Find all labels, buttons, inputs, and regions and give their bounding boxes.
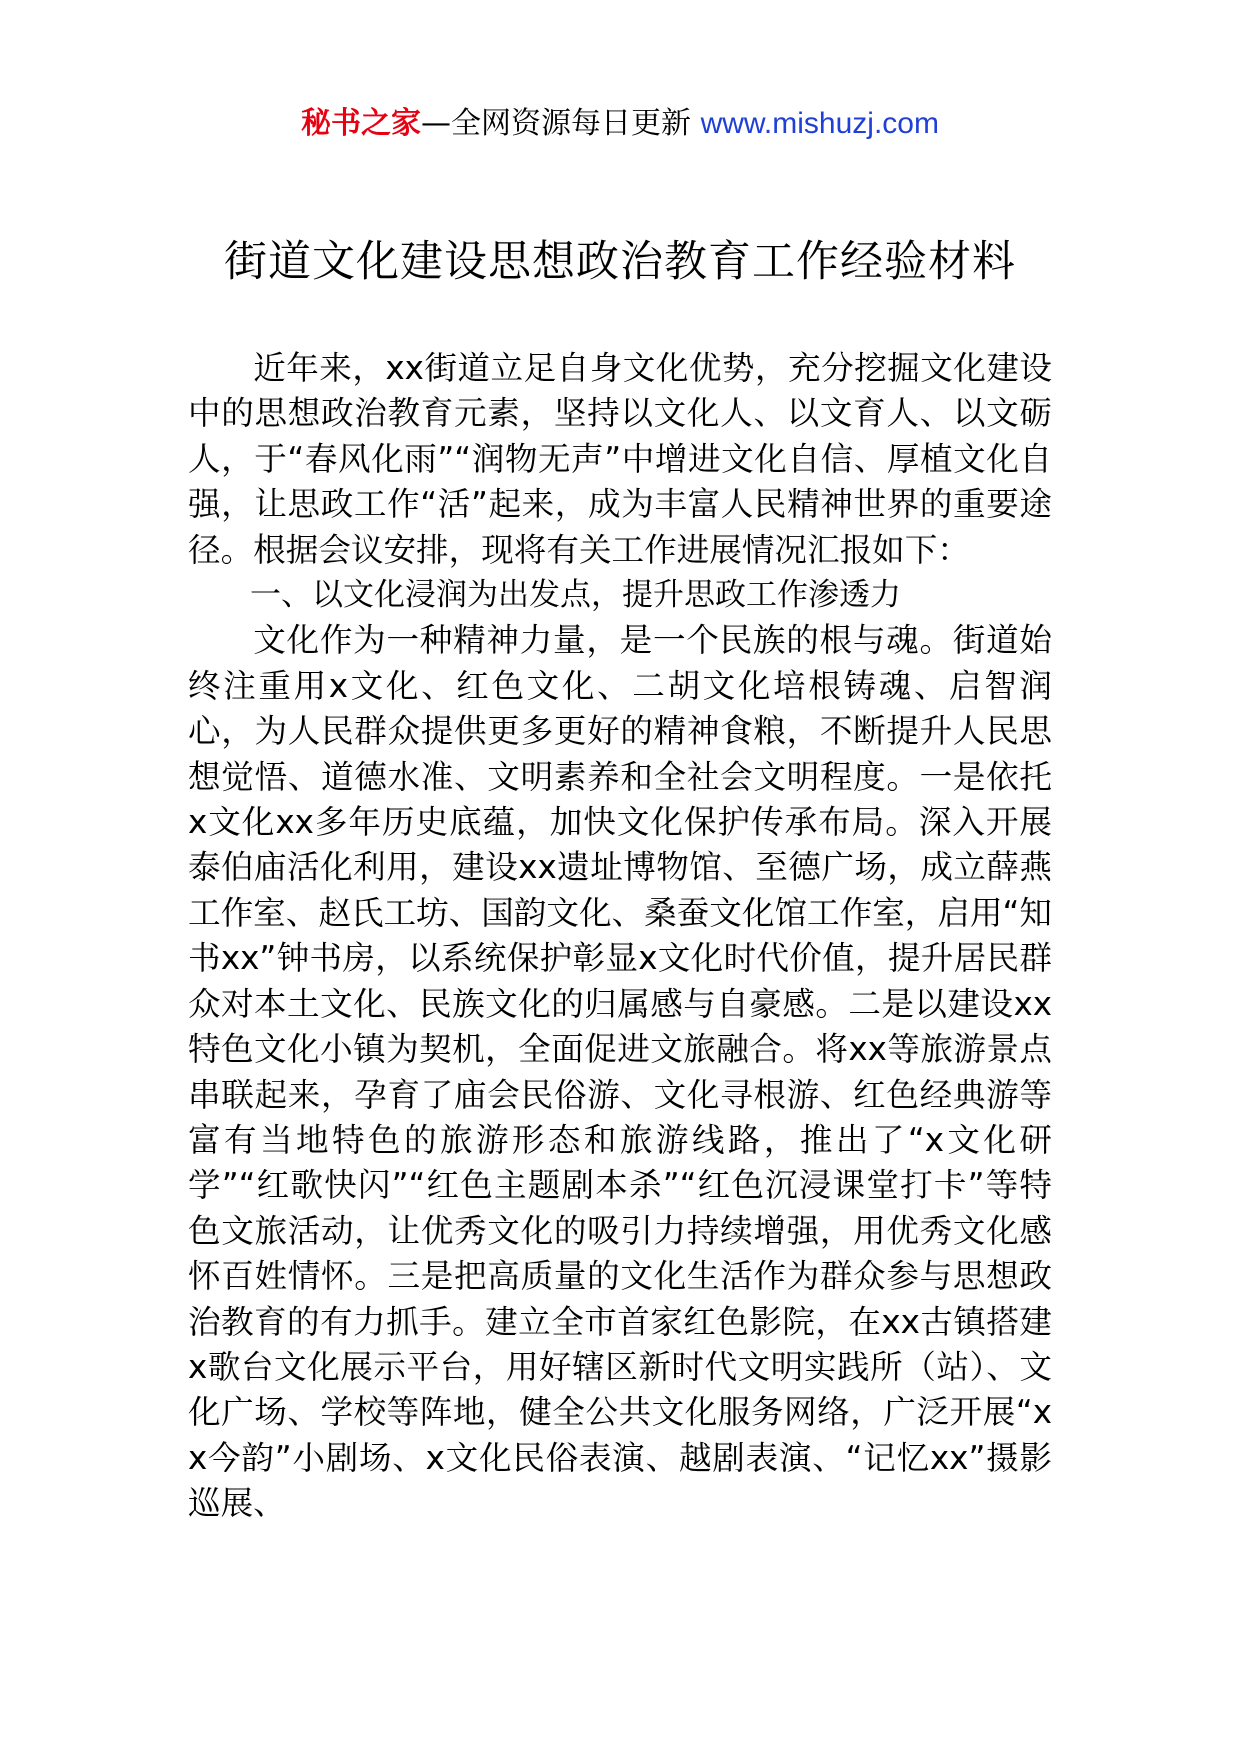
brand-name: 秘书之家 [301, 106, 422, 141]
document-title: 街道文化建设思想政治教育工作经验材料 [224, 237, 1016, 287]
site-link[interactable]: www.mishuzj.com [700, 107, 939, 140]
document-body [188, 346, 1052, 1527]
section-paragraph: 文化作为一种精神力量，是一个民族的根与魂。街道始终注重用x文化、红色文化、二胡文化培根铸魂、启智润心，为人民群众提供更多更好的精神食粮，不断提升人民思想觉悟、道德水准、文明素养和全社会文明程度。一是依托x文化xx多年历史底蕴，加快文化保护传承布局。深入开展泰伯庙活化利用，建设xx遗址博物馆、至德广场，成立薛燕工作室、赵氏工坊、国韵文化、桑蚕文化馆工作室，启用“知书xx”钟书房，以系统保护彰显x文化时代价值，提升居民群众对本土文化、民族文化的归属感与自豪感。二是以建设xx特色文化小镇为契机，全面促进文旅融合。将xx等旅游景点串联起来，孕育了庙会民俗游、文化寻根游、红色经典游等富有当地特色的旅游形态和旅游线路，推出了“x文化研学”“红歌快闪”“红色主题剧本杀”“红色沉浸课堂打卡”等特色文旅活动，让优秀文化的吸引力持续增强，用优秀文化感怀百姓情怀。三是把高质量的文化生活作为群众参与思想政治教育的有力抓手。建立全市首家红色影院，在xx古镇搭建x歌台文化展示平台，用好辖区新时代文明实践所（站）、文化广场、学校等阵地，健全公共文化服务网络，广泛开展“xx今韵”小剧场、x文化民俗表演、越剧表演、“记忆xx”摄影巡展、 [188, 621, 1052, 1523]
header-tagline: —全网资源每日更新 [421, 106, 692, 141]
intro-paragraph: 近年来，xx街道立足自身文化优势，充分挖掘文化建设中的思想政治教育元素，坚持以文化人、以文育人、以文砺人，于“春风化雨”“润物无声”中增进文化自信、厚植文化自强，让思政工作“活”起来，成为丰富人民精神世界的重要途径。根据会议安排，现将有关工作进展情况汇报如下： [188, 349, 1052, 569]
site-header [0, 102, 1240, 146]
section-heading: 一、以文化浸润为出发点，提升思政工作渗透力 [250, 577, 901, 614]
